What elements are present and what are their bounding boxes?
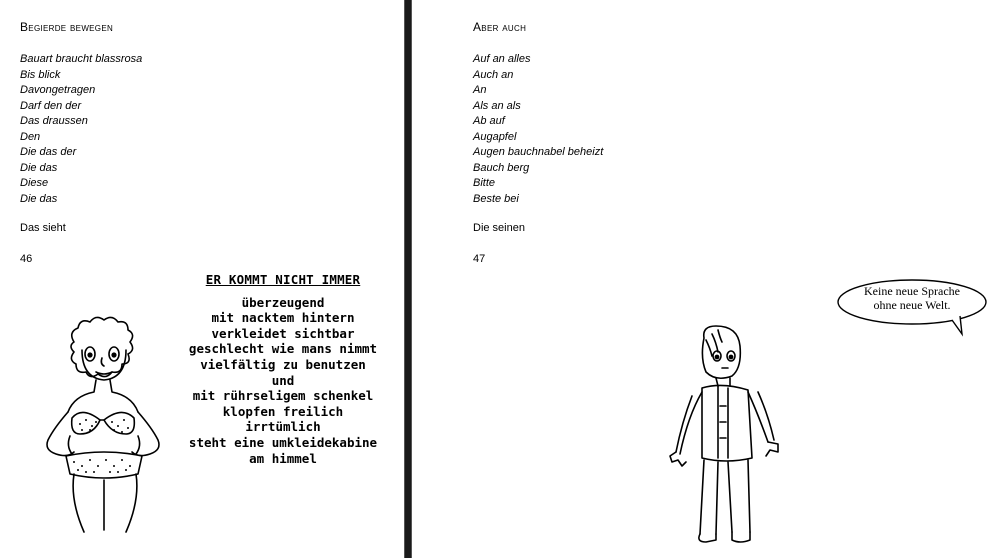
handwritten-line: verkleidet sichtbar <box>211 325 355 341</box>
handwritten-line: vielfältig zu benutzen <box>200 356 366 372</box>
left-closing-line: Das sieht <box>20 222 66 234</box>
poem-line: Diese <box>20 177 49 189</box>
poem-line: Ab auf <box>473 115 505 127</box>
right-page-number: 47 <box>473 253 486 265</box>
handwritten-line: überzeugend <box>241 294 325 310</box>
man-drawing <box>662 280 792 550</box>
poem-line: Auf an alles <box>473 53 531 65</box>
handwritten-line: mit rührseligem schenkel <box>192 388 374 404</box>
poem-line: Den <box>20 130 41 143</box>
left-page-number: 46 <box>20 253 33 265</box>
man-illustration <box>662 280 992 550</box>
handwritten-poem <box>176 272 390 466</box>
book-spine <box>404 0 412 558</box>
poem-line: Die das <box>20 161 58 174</box>
left-page-title: Begierde bewegen <box>20 20 114 34</box>
poem-line: Davongetragen <box>20 84 96 96</box>
left-poem-lines <box>20 52 142 207</box>
woman-drawing <box>44 320 164 545</box>
handwritten-line: steht eine umkleidekabine <box>188 434 378 450</box>
right-page <box>412 0 960 558</box>
speech-bubble-text <box>840 284 984 312</box>
poem-line: Die das <box>20 192 58 205</box>
handwritten-line: und <box>271 372 295 388</box>
poem-line: Augapfel <box>473 130 517 143</box>
speech-bubble-line: Keine neue Sprache <box>864 284 960 298</box>
poem-line: Beste bei <box>473 192 519 205</box>
poem-line: Das draussen <box>20 115 88 127</box>
handwritten-line: geschlecht wie mans nimmt <box>188 341 378 357</box>
poem-line: Die das der <box>20 146 77 158</box>
poem-line: Bauart braucht blassrosa <box>20 53 143 65</box>
handwritten-line: klopfen freilich <box>222 403 344 419</box>
right-page-title: Aber auch <box>473 20 527 34</box>
poem-line: An <box>473 84 487 96</box>
handwritten-line: am himmel <box>249 450 317 466</box>
right-poem-lines <box>473 52 603 207</box>
poem-line: Bitte <box>473 177 496 189</box>
handwritten-line: irrtümlich <box>245 419 321 435</box>
poem-line: Bis blick <box>20 68 61 81</box>
poem-line: Augen bauchnabel beheizt <box>473 146 604 158</box>
handwritten-line: mit nacktem hintern <box>211 310 355 326</box>
poem-line: Als an als <box>473 99 521 112</box>
speech-bubble-line: ohne neue Welt. <box>873 298 951 312</box>
left-page <box>0 0 404 558</box>
poem-line: Bauch berg <box>473 161 530 174</box>
poem-line: Auch an <box>473 68 514 81</box>
poem-line: Darf den der <box>20 99 82 112</box>
right-closing-line: Die seinen <box>473 222 525 234</box>
handwritten-poem-title: ER KOMMT NICHT IMMER <box>205 272 361 287</box>
